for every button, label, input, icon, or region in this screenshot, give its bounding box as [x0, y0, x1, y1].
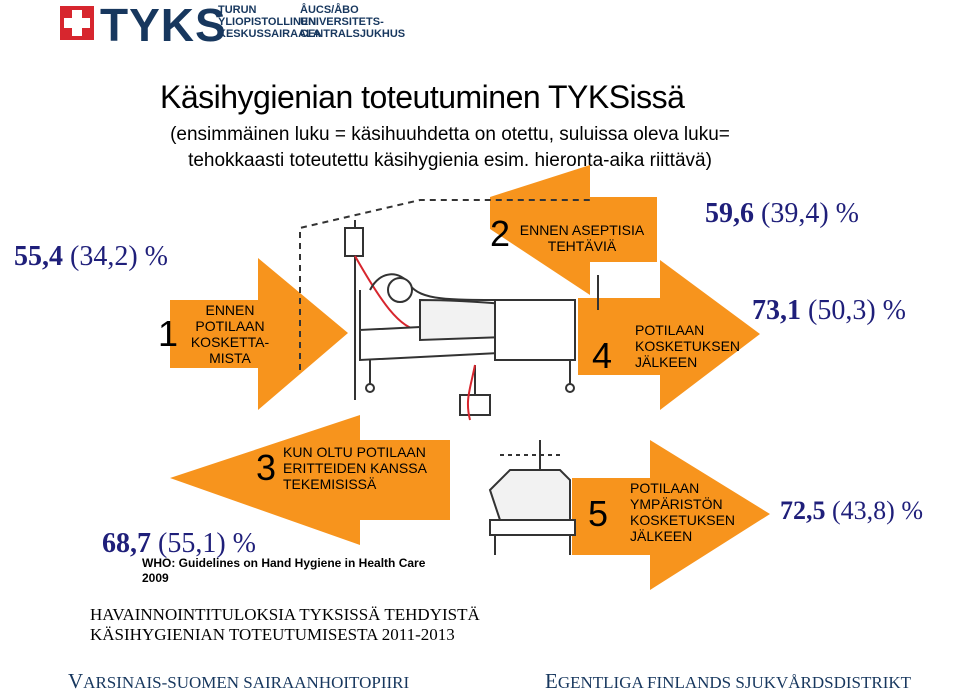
observation-note: HAVAINNOINTITULOKSIA TYKSISSÄ TEHDYISTÄ KÄSIHYGIENIAN TOTEUTUMISESTA 2011-2013: [90, 605, 480, 644]
org-name-sv: ÅUCS/ÅBO UNIVERSITETS- CENTRALSJUKHUS: [300, 4, 406, 40]
moment-2-number: 2: [490, 213, 511, 254]
moment-1-percentage: 55,4 (34,2) %: [14, 241, 168, 272]
moment-5-number: 5: [588, 493, 609, 534]
moment-4-number: 4: [592, 335, 613, 376]
empty-bed-illustration: [490, 440, 575, 555]
moment-1-number: 1: [158, 313, 179, 354]
logo-wordmark: TYKS: [100, 0, 227, 51]
moment-5-percentage: 72,5 (43,8) %: [780, 496, 923, 525]
moment-4-percentage: 73,1 (50,3) %: [752, 295, 906, 326]
moment-2-label: ENNEN ASEPTISIA TEHTÄVIÄ: [519, 222, 645, 254]
moment-3-percentage: 68,7 (55,1) %: [102, 528, 256, 559]
moment-3-number: 3: [256, 447, 277, 488]
footer-left-text: VARSINAIS-SUOMEN SAIRAANHOITOPIIRI: [68, 669, 410, 693]
moment-2-percentage: 59,6 (39,4) %: [705, 198, 859, 229]
moment-4-label: POTILAAN KOSKETUKSEN JÄLKEEN: [635, 322, 741, 370]
footer-right-text: EGENTLIGA FINLANDS SJUKVÅRDSDISTRIKT: [545, 669, 912, 693]
page-title: Käsihygienian toteutuminen TYKSissä: [160, 79, 685, 115]
page-subtitle: (ensimmäinen luku = käsihuuhdetta on otettu, suluissa oleva luku= tehokkaasti toteutettu käsihygienia esim. hieronta-aika riittävä): [170, 124, 730, 171]
moment-1-label: ENNEN POTILAAN KOSKETTA- MISTA: [190, 302, 270, 366]
org-name-fi: TURUN YLIOPISTOLLINEN KESKUSSAIRAALA: [218, 4, 321, 40]
footer-bar: [0, 657, 960, 696]
moment-3-label: KUN OLTU POTILAAN ERITTEIDEN KANSSA TEKEMISISSÄ: [283, 444, 427, 492]
moment-5-label: POTILAAN YMPÄRISTÖN KOSKETUKSEN JÄLKEEN: [630, 480, 736, 544]
who-source: WHO: Guidelines on Hand Hygiene in Health Care 2009: [142, 556, 426, 585]
